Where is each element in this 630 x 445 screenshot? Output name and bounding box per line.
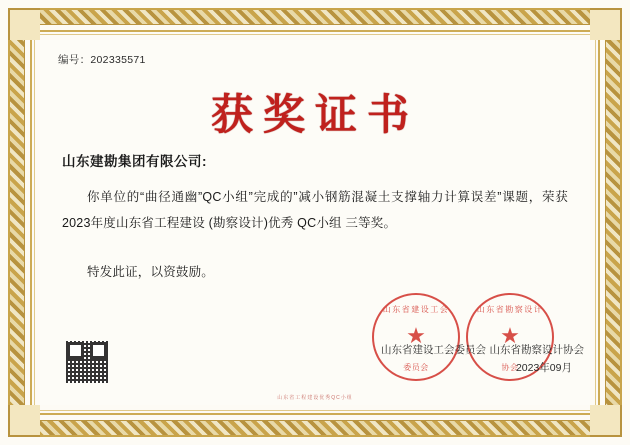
seal-ring-text: 协会 [501,363,519,372]
corner-ornament-top-left [8,8,40,40]
official-seal-construction-union [372,293,460,381]
seal-ring-text: 委员会 [403,363,429,372]
serial-value: 202335571 [90,54,146,66]
seal-arc-text: 山东省勘察设计 [476,305,544,314]
certificate-title: 获奖证书 [210,90,419,139]
issuer-name-1: 山东省建设工会委员会 [381,344,486,356]
qr-code-icon[interactable] [66,341,108,383]
corner-ornament-bottom-right [590,405,622,437]
star-icon: ★ [406,322,426,348]
recipient-name: 山东建勘集团有限公司: [62,154,207,169]
issue-date: 2023年09月 [515,362,572,374]
security-microtext: 山东省工程建设优秀QC小组 [277,395,353,401]
issuer-name-2: 山东省勘察设计协会 [489,344,584,356]
seal-arc-text: 山东省建设工会 [382,305,450,314]
certificate-closing-text: 特发此证，以资鼓励。 [87,265,215,279]
certificate-body-text: 你单位的“曲径通幽”QC小组”完成的”减小钢筋混凝土支撑轴力计算误差”课题，荣获2023年度山东省工程建设 (勘察设计)优秀 QC小组 三等奖。 [62,190,568,230]
corner-ornament-bottom-left [8,405,40,437]
star-icon: ★ [500,322,520,348]
serial-number-line [58,52,146,67]
corner-ornament-top-right [590,8,622,40]
certificate-content [40,40,590,405]
serial-label: 编号： [58,54,91,66]
